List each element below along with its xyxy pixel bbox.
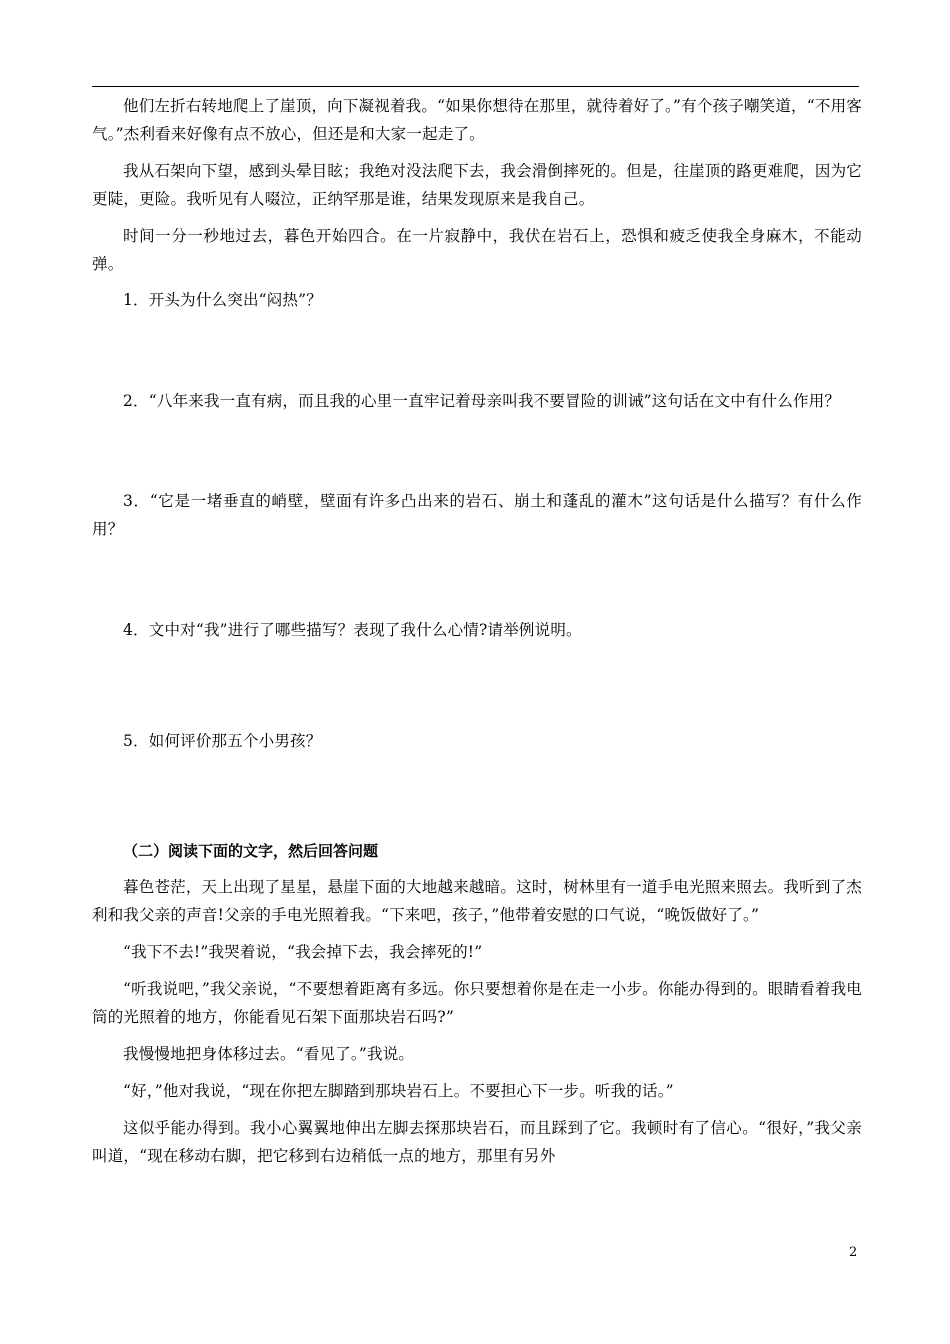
document-page [92,92,862,1170]
passage-paragraph: 这似乎能办得到。我小心翼翼地伸出左脚去探那块岩石，而且踩到了它。我顿时有了信心。“很好，”我父亲叫道，“现在移动右脚，把它移到右边稍低一点的地方，那里有另外 [92,1119,862,1165]
question-5: 5．如何评价那五个小男孩？ [123,732,322,750]
passage-paragraph: 时间一分一秒地过去，暮色开始四合。在一片寂静中，我伏在岩石上，恐惧和疲乏使我全身麻木，不能动弹。 [92,227,862,273]
question-1: 1．开头为什么突出“闷热”？ [123,291,323,309]
header-rule [92,86,859,87]
passage-paragraph: 我慢慢地把身体移过去。“看见了。”我说。 [123,1045,415,1063]
passage-paragraph: “我下不去!”我哭着说，“我会掉下去，我会摔死的!” [123,943,483,961]
passage-paragraph: 他们左折右转地爬上了崖顶，向下凝视着我。“如果你想待在那里，就待着好了。”有个孩子嘲笑道，“不用客气。”杰利看来好像有点不放心，但还是和大家一起走了。 [92,97,862,143]
question-3: 3．“它是一堵垂直的峭壁，壁面有许多凸出来的岩石、崩土和蓬乱的灌木”这句话是什么描写？有什么作用？ [92,492,862,538]
passage-paragraph: 我从石架向下望，感到头晕目眩；我绝对没法爬下去，我会滑倒摔死的。但是，往崖顶的路更难爬，因为它更陡，更险。我听见有人啜泣，正纳罕那是谁，结果发现原来是我自己。 [92,162,862,208]
passage-paragraph: “听我说吧，”我父亲说，“不要想着距离有多远。你只要想着你是在走一小步。你能办得到的。眼睛看着我电筒的光照着的地方，你能看见石架下面那块岩石吗?” [92,980,862,1026]
section-heading: （二）阅读下面的文字，然后回答问题 [123,842,379,860]
page-number: 2 [849,1245,858,1260]
question-2: 2．“八年来我一直有病，而且我的心里一直牢记着母亲叫我不要冒险的训诫”这句话在文中有什么作用？ [123,392,841,410]
passage-paragraph: “好，”他对我说，“现在你把左脚踏到那块岩石上。不要担心下一步。听我的话。” [123,1082,674,1100]
question-4: 4．文中对“我”进行了哪些描写？表现了我什么心情?请举例说明。 [123,621,582,639]
passage-paragraph: 暮色苍茫，天上出现了星星，悬崖下面的大地越来越暗。这时，树林里有一道手电光照来照去。我听到了杰利和我父亲的声音!父亲的手电光照着我。“下来吧，孩子，”他带着安慰的口气说，“晚饭做好了。” [92,878,862,924]
